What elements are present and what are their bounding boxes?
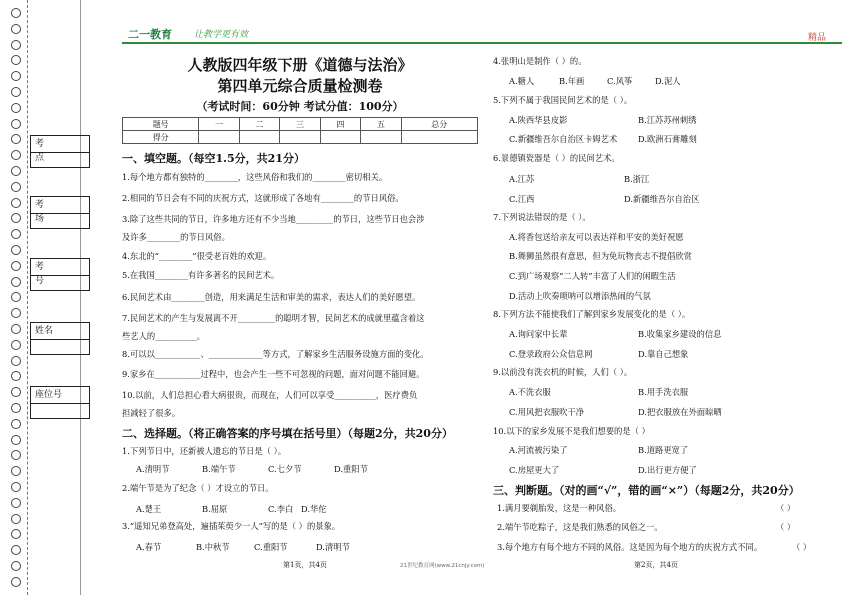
choice-option[interactable]: C.用风把衣服吹干净 xyxy=(509,407,585,417)
binding-hole xyxy=(11,561,21,571)
fill-question: 1.每个地方都有独特的________，这些风俗和我们的________密切相关。 xyxy=(122,172,388,182)
choice-option[interactable]: D.华佗 xyxy=(301,504,327,514)
score-cell: 二 xyxy=(239,118,279,131)
logo: 二一教育 xyxy=(128,28,172,41)
page-subtitle: 第四单元综合质量检测卷 xyxy=(217,77,383,95)
choice-option[interactable]: D.欧洲石膏雕刻 xyxy=(638,134,697,144)
binding-hole xyxy=(11,103,21,113)
score-cell: 得分 xyxy=(123,131,199,144)
section-2-heading: 二、选择题。（将正确答案的序号填在括号里）（每题2分，共20分） xyxy=(122,427,453,440)
score-cell: 题号 xyxy=(123,118,199,131)
binding-hole xyxy=(11,8,21,18)
binding-hole xyxy=(11,403,21,413)
fold-line xyxy=(80,0,81,595)
binding-hole xyxy=(11,245,21,255)
choice-option[interactable]: C.重阳节 xyxy=(254,542,288,552)
fill-question: 10.以前，人们总担心看大病很贵，而现在，人们可以享受__________，医疗费负 xyxy=(122,390,418,400)
name-box xyxy=(30,322,90,355)
binding-hole xyxy=(11,87,21,97)
page-number-left: 第1页，共4页 xyxy=(283,561,327,569)
binding-hole xyxy=(11,419,21,429)
answer-bracket[interactable]: （ ） xyxy=(792,542,812,552)
score-cell: 总分 xyxy=(401,118,477,131)
fill-question: 4.东北的“________”很受老百姓的欢迎。 xyxy=(122,251,272,261)
seat-label: 座位号 xyxy=(31,387,89,404)
choice-option[interactable]: C.江西 xyxy=(509,194,535,204)
choice-option[interactable]: D.出行更方便了 xyxy=(638,465,697,475)
choice-option[interactable]: A.陕西华县皮影 xyxy=(509,115,568,125)
score-input-cell[interactable] xyxy=(401,131,477,144)
choice-option[interactable]: A.糖人 xyxy=(509,76,535,86)
choice-option[interactable]: D.重阳节 xyxy=(334,464,368,474)
exam-room-box xyxy=(30,196,90,229)
binding-hole xyxy=(11,261,21,271)
choice-option[interactable]: C.到广场观察“二人转”丰富了人们的闲暇生活 xyxy=(509,271,676,281)
choice-option[interactable]: A.春节 xyxy=(136,542,162,552)
choice-option[interactable]: C.李白 xyxy=(268,504,294,514)
answer-bracket[interactable]: （ ） xyxy=(776,503,796,513)
choice-option[interactable]: C.新疆维吾尔自治区卡姆艺术 xyxy=(509,134,618,144)
score-input-cell[interactable] xyxy=(280,131,320,144)
header-rule xyxy=(122,42,842,44)
choice-option[interactable]: A.江苏 xyxy=(509,174,535,184)
fill-question: 担减轻了很多。 xyxy=(122,408,181,418)
judge-question: 3.每个地方有每个地方不同的风俗。这是因为每个地方的庆祝方式不同。 xyxy=(497,542,763,552)
choice-option[interactable]: B.收集家乡建设的信息 xyxy=(638,329,722,339)
choice-option[interactable]: B.舞狮虽然很有意思，但为免玩物丧志不提倡欣赏 xyxy=(509,251,692,261)
cut-line xyxy=(27,0,28,595)
footer-site: 21世纪教育网(www.21cnjy.com) xyxy=(400,563,485,569)
binding-hole xyxy=(11,182,21,192)
fill-question: 些艺人的__________。 xyxy=(122,331,205,341)
choice-option[interactable]: A.河流被污染了 xyxy=(509,445,568,455)
binding-hole xyxy=(11,356,21,366)
choice-question: 9.以前没有洗衣机的时候，人们（ ）。 xyxy=(493,367,633,377)
choice-question: 8.下列方法不能使我们了解到家乡发展变化的是（ ）。 xyxy=(493,309,691,319)
choice-option[interactable]: B.道路更宽了 xyxy=(638,445,689,455)
choice-option[interactable]: B.屈原 xyxy=(202,504,228,514)
judge-question: 2.端午节吃粽子，这是我们熟悉的风俗之一。 xyxy=(497,522,663,532)
choice-option[interactable]: D.泥人 xyxy=(655,76,681,86)
choice-option[interactable]: D.新疆维吾尔自治区 xyxy=(624,194,700,204)
score-cell: 四 xyxy=(320,118,360,131)
fill-question: 5.在我国________有许多著名的民间艺术。 xyxy=(122,270,280,280)
binding-hole xyxy=(11,277,21,287)
binding-hole xyxy=(11,435,21,445)
binding-hole xyxy=(11,166,21,176)
fill-question: 9.家乡在___________过程中，也会产生一些不可忽视的问题，面对问题不能回避。 xyxy=(122,369,425,379)
seat-field[interactable] xyxy=(31,404,89,418)
fill-question: 8.可以以___________、_____________等方式，了解家乡生活服务设施方面的变化。 xyxy=(122,349,429,359)
choice-question: 10.以下的家乡发展不是我们想要的是（ ） xyxy=(493,426,650,436)
name-label: 姓名 xyxy=(31,323,89,340)
exam-point-box xyxy=(30,135,90,168)
fill-question: 7.民间艺术的产生与发展离不开_________的聪明才智，民间艺术的成就里蕴含着这 xyxy=(122,313,425,323)
slogan: 让教学更有效 xyxy=(194,30,249,40)
binding-hole xyxy=(11,340,21,350)
choice-option[interactable]: B.端午节 xyxy=(202,464,236,474)
binding-hole xyxy=(11,482,21,492)
fill-question: 6.民间艺术由________创造，用来满足生活和审美的需求，表达人们的美好愿望。 xyxy=(122,292,421,302)
exam-room-label: 考 场 xyxy=(31,197,89,214)
choice-option[interactable]: B.江苏苏州刺绣 xyxy=(638,115,697,125)
choice-option[interactable]: B.年画 xyxy=(559,76,585,86)
choice-question: 6.景德镇瓷器是（ ）的民间艺术。 xyxy=(493,153,620,163)
binding-hole xyxy=(11,514,21,524)
judge-question: 1.满月要剃胎发，这是一种风俗。 xyxy=(497,503,622,513)
binding-hole xyxy=(11,119,21,129)
answer-bracket[interactable]: （ ） xyxy=(776,522,796,532)
choice-option[interactable]: C.房屋更大了 xyxy=(509,465,560,475)
page-title: 人教版四年级下册《道德与法治》 xyxy=(187,56,413,74)
score-cell: 五 xyxy=(361,118,401,131)
name-field[interactable] xyxy=(31,340,89,354)
choice-question: 3.“遥知兄弟登高处，遍插茱萸少一人”写的是（ ）的景象。 xyxy=(122,521,341,531)
score-cell: 一 xyxy=(199,118,239,131)
binding-hole xyxy=(11,40,21,50)
score-cell: 三 xyxy=(280,118,320,131)
choice-option[interactable]: C.风筝 xyxy=(607,76,633,86)
choice-option[interactable]: D.把衣服放在外面晾晒 xyxy=(638,407,722,417)
section-3-heading: 三、判断题。（对的画“√”，错的画“×”）（每题2分，共20分） xyxy=(493,484,800,497)
score-table-score-row xyxy=(123,131,478,144)
binding-hole xyxy=(11,324,21,334)
choice-option[interactable]: A.将香包送给亲友可以表达祥和平安的美好祝愿 xyxy=(509,232,684,242)
choice-option[interactable]: D.活动上吹奏唢呐可以增添热闹的气氛 xyxy=(509,291,651,301)
choice-option[interactable]: B.用手洗衣服 xyxy=(638,387,689,397)
exam-info: （考试时间：60分钟 考试分值：100分） xyxy=(196,100,404,113)
score-table xyxy=(122,117,478,144)
binding-hole xyxy=(11,577,21,587)
exam-no-box xyxy=(30,258,90,291)
fill-question: 2.相同的节日会有不同的庆祝方式，这就形成了各地有________的节日风俗。 xyxy=(122,193,404,203)
score-input-cell[interactable] xyxy=(320,131,360,144)
choice-question: 5.下列不属于我国民间艺术的是（ ）。 xyxy=(493,95,633,105)
binding-hole xyxy=(11,498,21,508)
score-input-cell[interactable] xyxy=(239,131,279,144)
score-input-cell[interactable] xyxy=(199,131,239,144)
choice-question: 1.下列节日中，还新被人遗忘的节日是（ ）。 xyxy=(122,446,287,456)
choice-question: 4.张明山是制作（ ）的。 xyxy=(493,56,587,66)
binding-hole xyxy=(11,24,21,34)
fill-question: 及许多________的节日风俗。 xyxy=(122,232,230,242)
choice-option[interactable]: A.清明节 xyxy=(136,464,170,474)
score-input-cell[interactable] xyxy=(361,131,401,144)
choice-option[interactable]: A.不洗衣服 xyxy=(509,387,551,397)
fill-question: 3.除了这些共同的节日，许多地方还有不少当地_________的节日，这些节日也会涉 xyxy=(122,214,425,224)
choice-option[interactable]: A.楚王 xyxy=(136,504,162,514)
choice-question: 7.下列说法错误的是（ ）。 xyxy=(493,212,591,222)
score-table-header-row xyxy=(123,118,478,131)
binding-hole xyxy=(11,198,21,208)
section-1-heading: 一、填空题。（每空1.5分，共21分） xyxy=(122,152,305,165)
page-number-right: 第2页，共4页 xyxy=(634,561,678,569)
choice-question: 2.端午节是为了纪念（ ）才设立的节日。 xyxy=(122,483,274,493)
choice-option[interactable]: B.浙江 xyxy=(624,174,650,184)
choice-option[interactable]: D.靠自己想象 xyxy=(638,349,689,359)
choice-option[interactable]: A.询问家中长辈 xyxy=(509,329,568,339)
choice-option[interactable]: C.七夕节 xyxy=(268,464,302,474)
seat-box xyxy=(30,386,90,419)
exam-no-label: 考 号 xyxy=(31,259,89,276)
quality-badge: 精品 xyxy=(808,33,827,43)
exam-point-label: 考 点 xyxy=(31,136,89,153)
choice-option[interactable]: D.清明节 xyxy=(316,542,350,552)
choice-option[interactable]: B.中秋节 xyxy=(196,542,230,552)
choice-option[interactable]: C.登录政府公众信息网 xyxy=(509,349,593,359)
